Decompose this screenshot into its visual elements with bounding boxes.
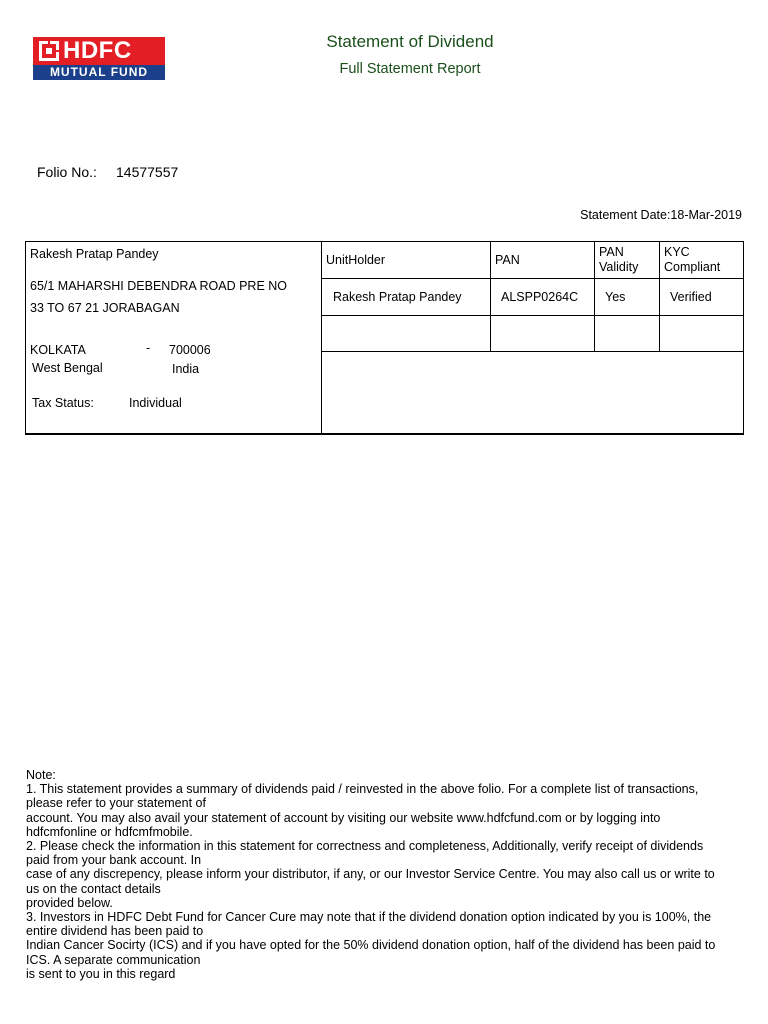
note-line: ICS. A separate communication — [26, 952, 201, 967]
note-line: provided below. — [26, 895, 113, 910]
table-row — [322, 278, 743, 315]
investor-name: Rakesh Pratap Pandey — [30, 247, 159, 261]
note-line: Indian Cancer Socirty (ICS) and if you have opted for the 50% dividend donation option, half of the dividend has been paid to — [26, 938, 716, 953]
header-kyc-line1: KYC — [664, 244, 690, 259]
note-line: 3. Investors in HDFC Debt Fund for Cancer Cure may note that if the dividend donation option indicated by you is 100%, the — [26, 910, 712, 925]
address-state: West Bengal — [32, 361, 103, 375]
document-title: Statement of Dividend — [326, 32, 494, 51]
note-line: 2. Please check the information in this statement for correctness and completeness, Additionally, verify receipt of dividends — [26, 839, 704, 854]
investor-details-box — [25, 241, 322, 435]
address-line-2: 33 TO 67 21 JORABAGAN — [30, 301, 180, 315]
note-line: entire dividend has been paid to — [26, 924, 204, 939]
header-pan-validity — [595, 242, 660, 278]
note-line: is sent to you in this regard — [26, 966, 176, 981]
logo-red-band — [33, 37, 165, 65]
header-pan-validity-line2: Validity — [599, 259, 639, 274]
note-line: us on the contact details — [26, 881, 161, 896]
logo-brand-name: HDFC — [63, 37, 132, 64]
folio-label: Folio No.: — [37, 164, 97, 180]
header-kyc-line2: Compliant — [664, 259, 721, 274]
statement-date: Statement Date:18-Mar-2019 — [580, 208, 742, 222]
header-kyc-compliant — [660, 242, 744, 278]
cell-unitholder: Rakesh Pratap Pandey — [322, 278, 491, 315]
unitholder-table — [322, 242, 743, 352]
header-unitholder: UnitHolder — [322, 242, 491, 278]
cell-pan: ALSPP0264C — [491, 278, 595, 315]
note-line: account. You may also avail your statement of account by visiting our website www.hdfcfund.com or by logging into — [26, 810, 661, 825]
table-row-empty — [322, 315, 743, 351]
table-header-row — [322, 242, 743, 278]
notes-section — [26, 768, 744, 981]
note-line: please refer to your statement of — [26, 796, 206, 811]
note-line: 1. This statement provides a summary of dividends paid / reinvested in the above folio. For a complete list of transactions, — [26, 782, 699, 797]
logo-tagline: MUTUAL FUND — [49, 65, 149, 79]
address-separator: - — [146, 341, 151, 355]
cell-empty — [595, 315, 660, 351]
header-pan-validity-line1: PAN — [599, 244, 624, 259]
note-line: hdfcmfonline or hdfcmfmobile. — [26, 824, 193, 839]
cell-empty — [322, 315, 491, 351]
document-subtitle: Full Statement Report — [339, 61, 481, 77]
tax-status-value: Individual — [129, 396, 182, 410]
cell-kyc: Verified — [660, 278, 744, 315]
address-pincode: 700006 — [169, 343, 211, 357]
unitholder-table-box — [321, 241, 744, 435]
address-line-1: 65/1 MAHARSHI DEBENDRA ROAD PRE NO — [30, 279, 288, 293]
address-country: India — [172, 362, 200, 376]
notes-heading: Note: — [26, 768, 56, 782]
header-pan: PAN — [491, 242, 595, 278]
hdfc-logo — [33, 37, 165, 80]
hdfc-square-logo-icon — [39, 41, 59, 61]
folio-number: 14577557 — [116, 164, 179, 180]
cell-empty — [660, 315, 744, 351]
cell-empty — [491, 315, 595, 351]
address-city: KOLKATA — [30, 343, 86, 357]
note-line: case of any discrepency, please inform your distributor, if any, or our Investor Service Centre. You may also call us or write to — [26, 867, 715, 882]
note-line: paid from your bank account. In — [26, 853, 202, 868]
cell-pan-validity: Yes — [595, 278, 660, 315]
tax-status-label: Tax Status: — [32, 396, 94, 410]
